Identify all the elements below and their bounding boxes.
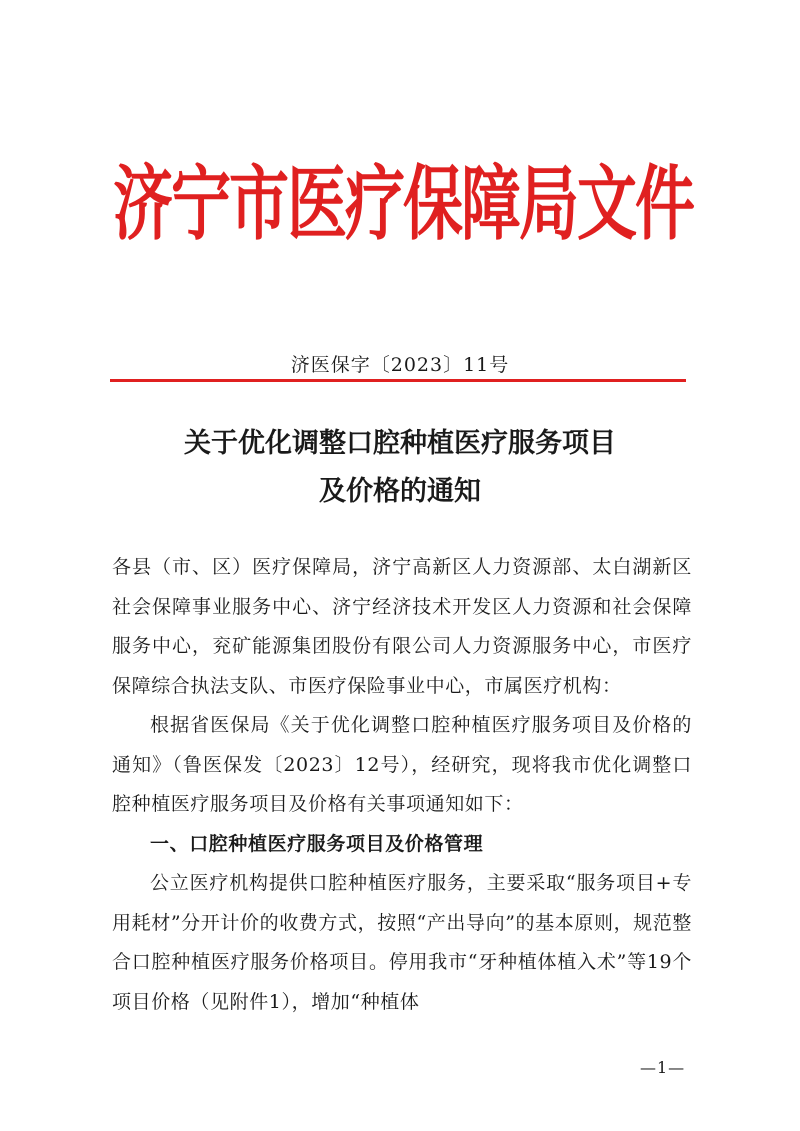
intro-paragraph: 根据省医保局《关于优化调整口腔种植医疗服务项目及价格的通知》（鲁医保发〔2023〕12号），经研究，现将我市优化调整口腔种植医疗服务项目及价格有关事项通知如下： bbox=[112, 714, 692, 815]
notice-body bbox=[112, 548, 692, 1022]
section-1-paragraph: 公立医疗机构提供口腔种植医疗服务，主要采取“服务项目+专用耗材”分开计价的收费方式，按照“产出导向”的基本原则，规范整合口腔种植医疗服务价格项目。停用我市“牙种植体植入术”等19个项目价格（见附件1），增加“种植体 bbox=[112, 872, 692, 1013]
addressees-paragraph: 各县（市、区）医疗保障局，济宁高新区人力资源部、太白湖新区社会保障事业服务中心、济宁经济技术开发区人力资源和社会保障服务中心，兖矿能源集团股份有限公司人力资源服务中心，市医疗保障综合执法支队、市医疗保险事业中心，市属医疗机构： bbox=[112, 556, 692, 697]
notice-title-line-1: 关于优化调整口腔种植医疗服务项目 bbox=[184, 428, 616, 459]
agency-header-title: 济宁市医疗保障局文件 bbox=[113, 157, 693, 253]
notice-title bbox=[80, 420, 720, 516]
document-number: 济医保字〔2023〕11号 bbox=[290, 354, 510, 376]
red-divider-line bbox=[110, 379, 686, 382]
notice-title-line-2: 及价格的通知 bbox=[319, 476, 481, 507]
section-1-heading: 一、口腔种植医疗服务项目及价格管理 bbox=[150, 832, 484, 855]
page-number: —1— bbox=[640, 1058, 686, 1077]
